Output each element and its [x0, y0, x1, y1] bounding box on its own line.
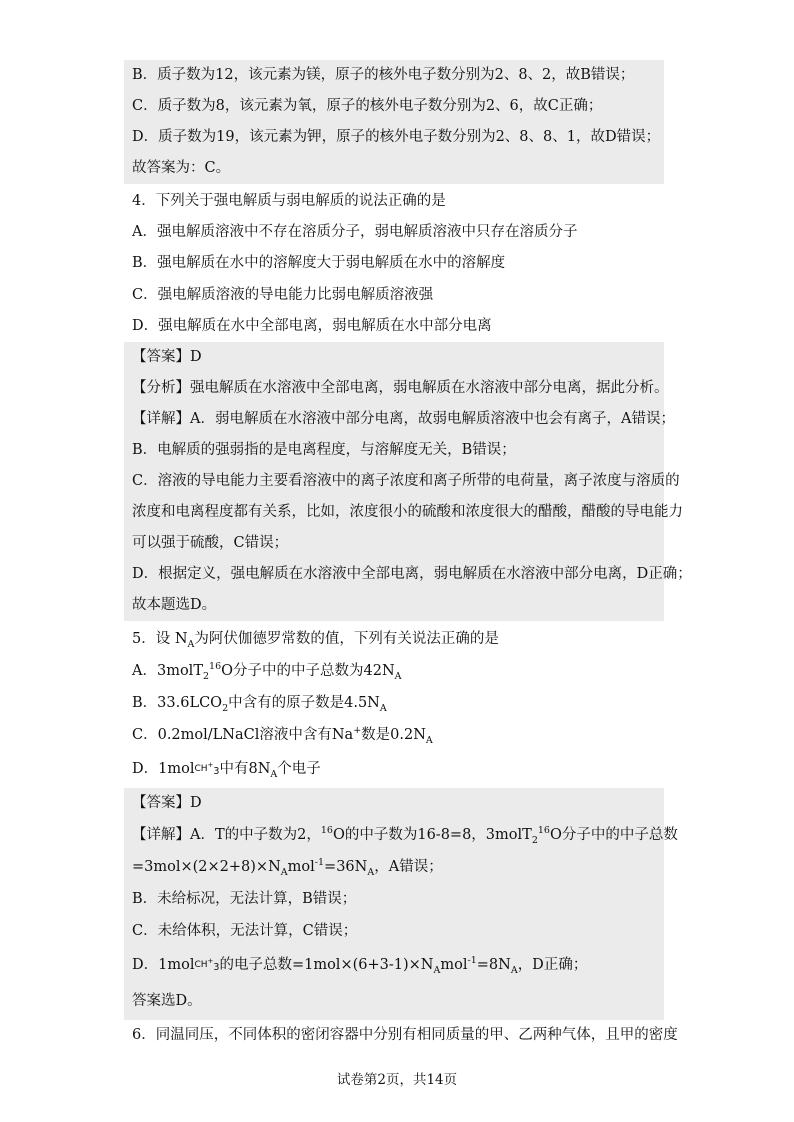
option-c: C．强电解质溶液的导电能力比弱电解质溶液强: [132, 287, 434, 303]
question-5-stem: 5．设 $N_A$为阿伏伽德罗常数的值，下列有关说法正确的是: [132, 631, 499, 650]
explanation-line: 可以强于硫酸，C错误；: [132, 535, 289, 551]
question-6-stem: 6．同温同压，不同体积的密闭容器中分别有相同质量的甲、乙两种气体，且甲的密度: [132, 1027, 678, 1043]
explanation-line: 故本题选D。: [132, 597, 217, 613]
methyl-cation-formula: $CH^+_3$: [194, 956, 220, 973]
text-line: 故答案为：C。: [132, 160, 231, 176]
explanation-line: $=3mol\times(2\times 2+8)\times N_Amol^{-1}=36N_A$，A错误；: [132, 857, 443, 878]
answer-label: 【答案】D: [132, 349, 202, 365]
option-d: D．1molCH+$_3$中有$8N_A$个电子: [132, 760, 321, 780]
text-line: C．质子数为8，该元素为氧，原子的核外电子数分别为2、6，故C正确；: [132, 98, 603, 114]
explanation-line: C．溶液的导电能力主要看溶液中的离子浓度和离子所带的电荷量，离子浓度与溶质的: [132, 473, 680, 489]
explanation-line: 浓度和电离程度都有关系，比如，浓度很小的硫酸和浓度很大的醋酸，醋酸的导电能力: [132, 504, 683, 520]
option-b: B．强电解质在水中的溶解度大于弱电解质在水中的溶解度: [132, 255, 506, 271]
text-line: B．质子数为12，该元素为镁，原子的核外电子数分别为2、8、2，故B错误；: [132, 67, 635, 83]
question-4-stem: 4．下列关于强电解质与弱电解质的说法正确的是: [132, 193, 446, 209]
option-a: A．3molT$_2^{16}$O分子中的中子总数为$42N_A$: [132, 661, 402, 682]
option-d: D．强电解质在水中全部电离，弱电解质在水中部分电离: [132, 318, 492, 334]
methyl-cation-formula: $CH^+_3$: [194, 760, 220, 777]
option-a: A．强电解质溶液中不存在溶质分子，弱电解质溶液中只存在溶质分子: [132, 224, 578, 240]
explanation-line: 【详解】A．弱电解质在水溶液中部分电离，故弱电解质溶液中也会有离子，A错误；: [132, 411, 675, 427]
explanation-line: D．1molCH+$_3$的电子总数$=1mol\times(6+3-1)\times N_Amol^{-1}=8N_A$，D正确；: [132, 955, 588, 976]
explanation-line: B．电解质的强弱指的是电离程度，与溶解度无关，B错误；: [132, 442, 516, 458]
option-b: B．$33.6LCO_2$中含有的原子数是$4.5N_A$: [132, 695, 387, 714]
text-line: D．质子数为19，该元素为钾，原子的核外电子数分别为2、8、8、1，故D错误；: [132, 129, 661, 145]
explanation-line: 答案选D。: [132, 993, 202, 1009]
explanation-line: B．未给标况，无法计算，B错误；: [132, 891, 357, 907]
answer-label: 【答案】D: [132, 795, 202, 811]
explanation-line: D．根据定义，强电解质在水溶液中全部电离，弱电解质在水溶液中部分电离，D正确；: [132, 566, 692, 582]
explanation-line: C．未给体积，无法计算，C错误；: [132, 923, 358, 939]
explanation-line: 【详解】A．T的中子数为2，$^{16}$O的中子数为16-8=8，3molT$_2^{16}$O分子中的中子总数: [132, 825, 678, 846]
analysis-line: 【分析】强电解质在水溶液中全部电离，弱电解质在水溶液中部分电离，据此分析。: [132, 380, 669, 396]
page-footer: 试卷第2页，共14页: [336, 1072, 458, 1088]
option-c: C．0.2mol/LNaCl溶液中含有Na+数是$0.2N_A$: [132, 725, 433, 746]
